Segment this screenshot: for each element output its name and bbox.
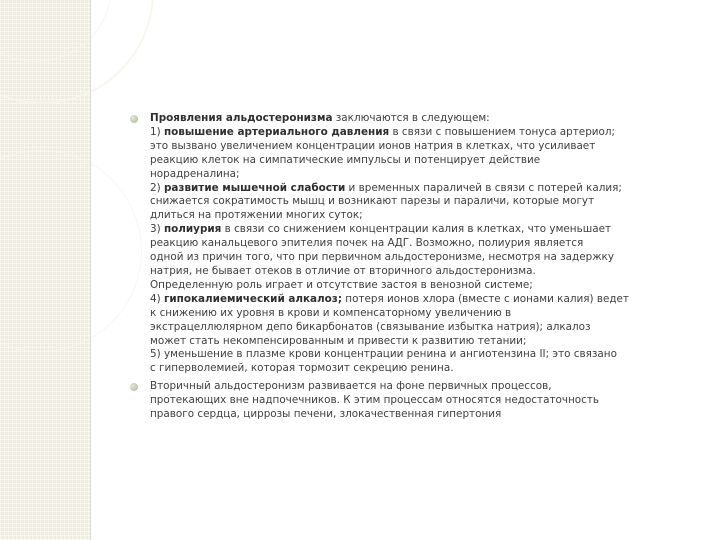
text-segment: правого сердца, циррозы печени, злокачественная гипертония	[150, 408, 502, 421]
text-line	[150, 279, 698, 293]
text-line	[150, 408, 698, 422]
text-line	[150, 237, 698, 251]
decorative-sidebar	[0, 0, 90, 540]
text-line	[150, 182, 698, 196]
text-line	[150, 251, 698, 265]
text-segment: 3)	[150, 223, 164, 236]
text-segment: Определенную роль играет и отсутствие застоя в венозной системе;	[150, 278, 533, 291]
text-segment: в связи с повышением тонуса артериол;	[389, 125, 616, 138]
bullet-icon	[130, 383, 138, 391]
text-segment: длиться на протяжении многих суток;	[150, 209, 363, 222]
text-segment: 2)	[150, 181, 164, 194]
text-segment: Вторичный альдостеронизм развивается на фоне первичных процессов,	[150, 380, 552, 393]
text-line	[150, 195, 698, 209]
text-segment: и временных параличей в связи с потерей калия;	[345, 181, 622, 194]
text-segment: с гиперволемией, которая тормозит секрецию ренина.	[150, 362, 454, 375]
bullet-item	[130, 112, 698, 376]
text-line	[150, 293, 698, 307]
text-segment: 1)	[150, 125, 164, 138]
text-line	[150, 307, 698, 321]
text-line	[150, 209, 698, 223]
text-line	[150, 348, 698, 362]
bold-term: полиурия	[163, 223, 222, 236]
text-segment: снижается сократимость мышц и возникают парезы и параличи, которые могут	[150, 195, 595, 208]
text-segment: может стать некомпенсированным и привести к развитию тетании;	[150, 334, 527, 347]
text-line	[150, 321, 698, 335]
text-segment: потеря ионов хлора (вместе с ионами калия) ведет	[341, 292, 629, 305]
bold-term: гипокалиемический алкалоз;	[163, 292, 342, 305]
text-line	[150, 112, 698, 126]
bold-term: развитие мышечной слабости	[163, 181, 346, 194]
bold-term: Проявления альдостеронизма	[150, 112, 333, 124]
text-segment: заключаются в следующем:	[332, 112, 490, 124]
text-segment: протекающих вне надпочечников. К этим процессам относятся недостаточность	[150, 394, 600, 407]
text-segment: натрия, не бывает отеков в отличие от вторичного альдостеронизма.	[150, 264, 536, 277]
text-line	[150, 265, 698, 279]
bullet-icon	[130, 115, 138, 123]
text-segment: в связи со снижением концентрации калия в клетках, что уменьшает	[221, 223, 612, 236]
text-segment: норадреналина;	[150, 167, 240, 180]
text-line	[150, 140, 698, 154]
slide-content	[130, 112, 698, 426]
text-segment: 5) уменьшение в плазме крови концентрации ренина и ангиотензина II; это связано	[150, 348, 617, 361]
text-line	[150, 362, 698, 376]
text-line	[150, 126, 698, 140]
text-segment: реакцию канальцевого эпителия почек на АДГ. Возможно, полиурия является	[150, 237, 584, 250]
text-segment: к снижению их уровня в крови и компенсаторному увеличению в	[150, 306, 512, 319]
bold-term: повышение артериального давления	[163, 125, 390, 138]
text-segment: экстрацеллюлярном депо бикарбонатов (связывание избытка натрия); алкалоз	[150, 320, 591, 333]
bullet-item	[130, 380, 698, 422]
text-line	[150, 394, 698, 408]
text-segment: одной из причин того, что при первичном альдостеронизме, несмотря на задержку	[150, 251, 614, 264]
text-line	[150, 223, 698, 237]
text-line	[150, 168, 698, 182]
text-segment: реакцию клеток на симпатические импульсы и потенцирует действие	[150, 153, 541, 166]
text-line	[150, 380, 698, 394]
text-line	[150, 335, 698, 349]
sidebar-divider	[90, 0, 91, 540]
decorative-ring	[0, 150, 142, 352]
text-segment: это вызвано увеличением концентрации ионов натрия в клетках, что усиливает	[150, 139, 596, 152]
text-line	[150, 154, 698, 168]
text-segment: 4)	[150, 292, 164, 305]
